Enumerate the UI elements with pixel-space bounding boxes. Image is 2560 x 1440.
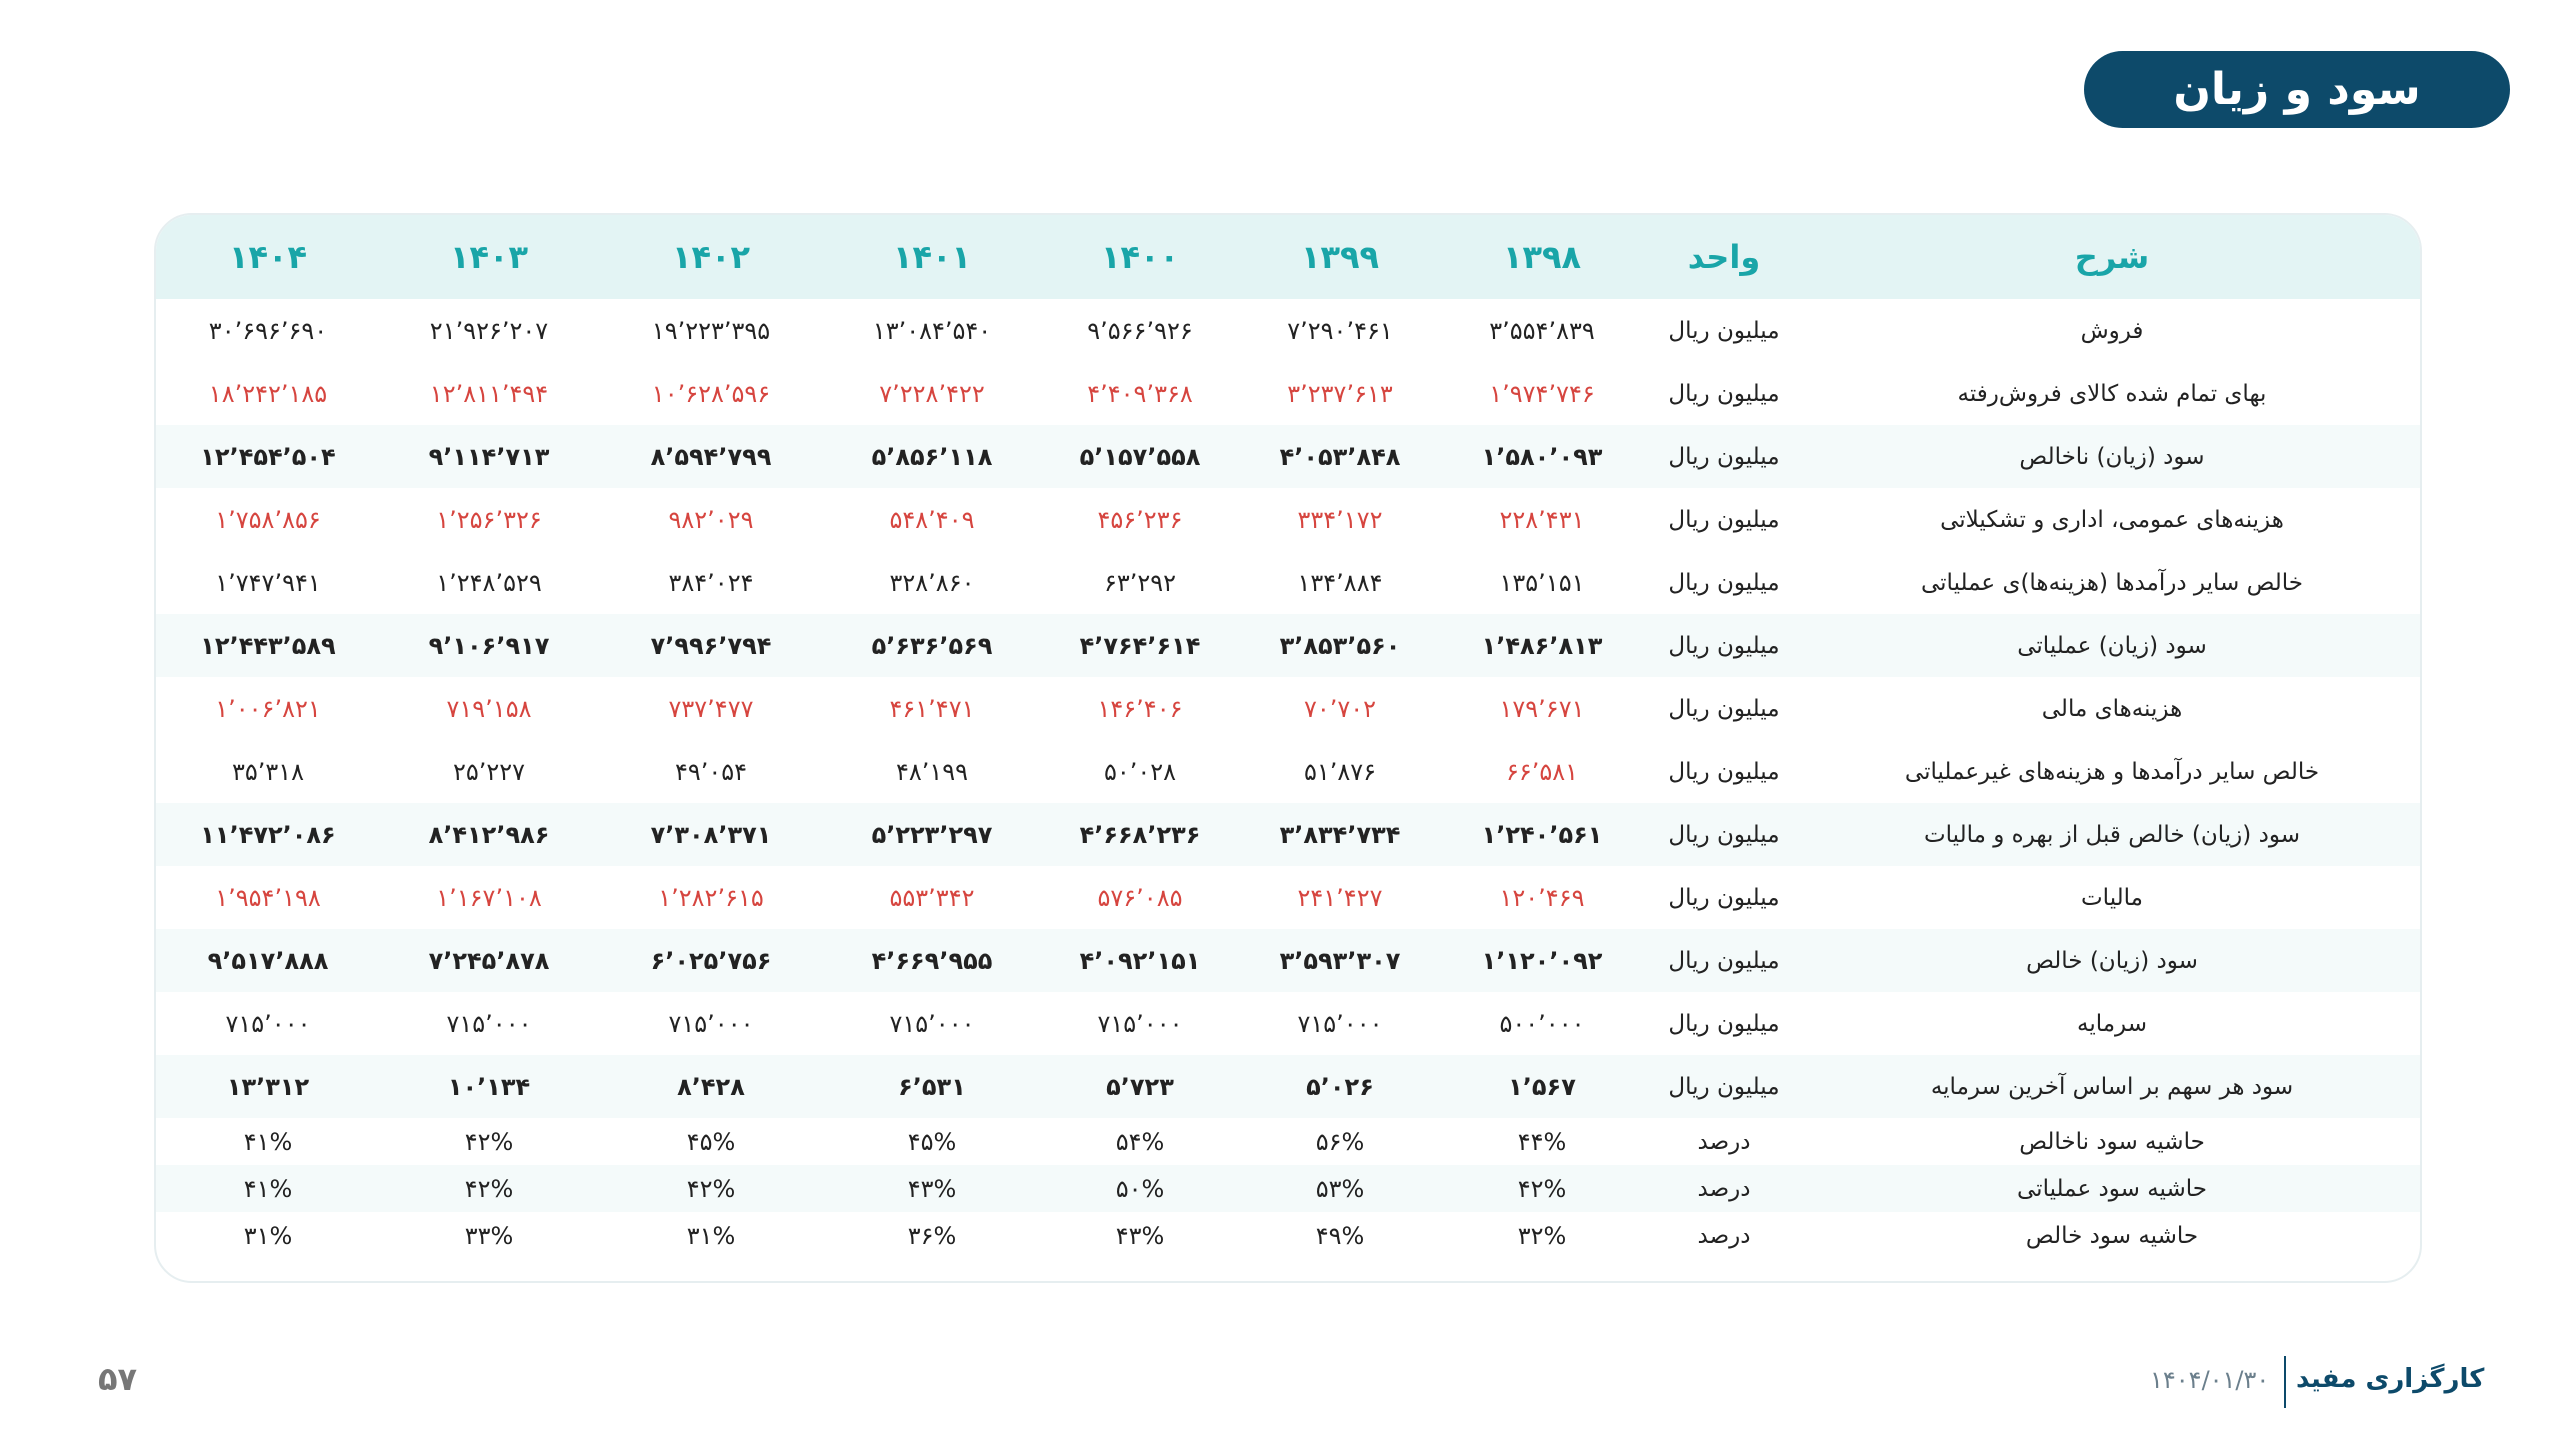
cell-value: ۱۷۹٬۶۷۱ xyxy=(1499,694,1585,723)
cell-value: ۳۱% xyxy=(243,1221,293,1250)
footer-date: ۱۴۰۴/۰۱/۳۰ xyxy=(2150,1366,2270,1394)
cell-value: ۳۲% xyxy=(1517,1221,1567,1250)
cell-value: ۴٬۰۵۳٬۸۴۸ xyxy=(1279,442,1401,471)
cell-value: ۵٬۸۵۶٬۱۱۸ xyxy=(871,442,993,471)
cell-value: ۴۳% xyxy=(1115,1221,1165,1250)
cell-unit: میلیون ریال xyxy=(1668,506,1780,533)
cell-description: حاشیه سود عملیاتی xyxy=(2017,1175,2207,1202)
cell-value: ۱۲٬۸۱۱٬۴۹۴ xyxy=(429,379,549,408)
cell-value: ۳٬۵۹۳٬۳۰۷ xyxy=(1279,946,1401,975)
cell-description: سود (زیان) عملیاتی xyxy=(2017,632,2207,659)
cell-value: ۳۱% xyxy=(686,1221,736,1250)
cell-value: ۶٬۰۲۵٬۷۵۶ xyxy=(650,946,772,975)
table-row xyxy=(156,362,2420,425)
cell-value: ۷٬۳۰۸٬۳۷۱ xyxy=(650,820,772,849)
cell-value: ۴٬۷۶۴٬۶۱۴ xyxy=(1079,631,1201,660)
cell-value: ۹٬۱۰۶٬۹۱۷ xyxy=(428,631,550,660)
cell-value: ۴۵% xyxy=(907,1127,957,1156)
table-row xyxy=(156,1118,2420,1165)
table-row xyxy=(156,866,2420,929)
cell-value: ۸٬۵۹۴٬۷۹۹ xyxy=(650,442,772,471)
col-1403: ۱۴۰۳ xyxy=(449,238,529,276)
cell-description: فروش xyxy=(2080,317,2144,344)
cell-value: ۵۰% xyxy=(1115,1174,1165,1203)
cell-value: ۱٬۵۶۷ xyxy=(1508,1072,1576,1101)
cell-unit: درصد xyxy=(1697,1128,1751,1155)
cell-value: ۱٬۴۸۶٬۸۱۳ xyxy=(1481,631,1603,660)
cell-value: ۴۲% xyxy=(464,1174,514,1203)
col-description: شرح xyxy=(2074,238,2150,276)
col-1398: ۱۳۹۸ xyxy=(1502,238,1582,276)
cell-value: ۵۷۶٬۰۸۵ xyxy=(1097,883,1183,912)
page-title: سود و زیان xyxy=(2084,51,2510,128)
cell-description: هزینه‌های عمومی، اداری و تشکیلاتی xyxy=(1940,506,2284,533)
col-1399: ۱۳۹۹ xyxy=(1300,238,1380,276)
cell-value: ۱۲۰٬۴۶۹ xyxy=(1499,883,1585,912)
cell-value: ۷٬۲۲۸٬۴۲۲ xyxy=(879,379,985,408)
cell-value: ۹٬۵۶۶٬۹۲۶ xyxy=(1087,316,1193,345)
cell-value: ۳۲۸٬۸۶۰ xyxy=(889,568,975,597)
cell-unit: میلیون ریال xyxy=(1668,632,1780,659)
cell-unit: میلیون ریال xyxy=(1668,317,1780,344)
cell-value: ۷٬۲۹۰٬۴۶۱ xyxy=(1287,316,1393,345)
cell-value: ۳٬۸۳۴٬۷۳۴ xyxy=(1279,820,1401,849)
cell-value: ۱٬۷۴۷٬۹۴۱ xyxy=(215,568,321,597)
cell-value: ۱۳٬۳۱۲ xyxy=(226,1072,310,1101)
table-row xyxy=(156,488,2420,551)
cell-value: ۴۴% xyxy=(1517,1127,1567,1156)
cell-value: ۹٬۱۱۴٬۷۱۳ xyxy=(428,442,550,471)
cell-value: ۴٬۶۶۹٬۹۵۵ xyxy=(871,946,993,975)
cell-value: ۳۳۴٬۱۷۲ xyxy=(1297,505,1383,534)
cell-value: ۴٬۶۶۸٬۲۳۶ xyxy=(1079,820,1201,849)
cell-value: ۱۲٬۴۴۳٬۵۸۹ xyxy=(200,631,336,660)
table-row xyxy=(156,803,2420,866)
cell-value: ۶٬۵۳۱ xyxy=(898,1072,966,1101)
cell-value: ۱٬۹۷۴٬۷۴۶ xyxy=(1489,379,1595,408)
cell-value: ۳۳% xyxy=(464,1221,514,1250)
cell-value: ۱۸٬۲۴۲٬۱۸۵ xyxy=(208,379,328,408)
cell-value: ۱٬۱۶۷٬۱۰۸ xyxy=(436,883,542,912)
cell-unit: میلیون ریال xyxy=(1668,821,1780,848)
cell-value: ۱۳۴٬۸۸۴ xyxy=(1297,568,1383,597)
cell-value: ۵٬۲۲۳٬۲۹۷ xyxy=(871,820,993,849)
cell-description: خالص سایر درآمدها (هزینه‌ها)ی عملیاتی xyxy=(1920,569,2304,596)
cell-value: ۱٬۲۸۲٬۶۱۵ xyxy=(658,883,764,912)
cell-value: ۴٬۰۹۲٬۱۵۱ xyxy=(1079,946,1201,975)
cell-unit: میلیون ریال xyxy=(1668,884,1780,911)
table-row xyxy=(156,1212,2420,1259)
cell-value: ۱٬۹۵۴٬۱۹۸ xyxy=(215,883,321,912)
cell-value: ۲۱٬۹۲۶٬۲۰۷ xyxy=(429,316,549,345)
cell-value: ۱٬۵۸۰٬۰۹۳ xyxy=(1481,442,1603,471)
cell-value: ۳٬۵۵۴٬۸۳۹ xyxy=(1489,316,1595,345)
cell-value: ۱۱٬۴۷۲٬۰۸۶ xyxy=(200,820,336,849)
cell-value: ۷۱۵٬۰۰۰ xyxy=(446,1009,532,1038)
cell-value: ۲۴۱٬۴۲۷ xyxy=(1297,883,1383,912)
cell-value: ۱٬۰۰۶٬۸۲۱ xyxy=(215,694,321,723)
page-number: ۵۷ xyxy=(98,1360,138,1398)
cell-value: ۷۳۷٬۴۷۷ xyxy=(668,694,754,723)
cell-value: ۷۰٬۷۰۲ xyxy=(1303,694,1377,723)
cell-description: سود (زیان) خالص قبل از بهره و مالیات xyxy=(1924,821,2300,848)
cell-description: خالص سایر درآمدها و هزینه‌های غیرعملیاتی xyxy=(1904,758,2320,785)
cell-value: ۱۴۶٬۴۰۶ xyxy=(1097,694,1183,723)
cell-value: ۷٬۲۴۵٬۸۷۸ xyxy=(428,946,550,975)
table-row xyxy=(156,425,2420,488)
cell-description: حاشیه سود ناخالص xyxy=(2019,1128,2205,1155)
table-row xyxy=(156,299,2420,362)
cell-value: ۵۳% xyxy=(1315,1174,1365,1203)
cell-value: ۱۳۵٬۱۵۱ xyxy=(1499,568,1585,597)
cell-value: ۳۸۴٬۰۲۴ xyxy=(668,568,754,597)
cell-value: ۷۱۵٬۰۰۰ xyxy=(1297,1009,1383,1038)
cell-value: ۷۱۵٬۰۰۰ xyxy=(668,1009,754,1038)
cell-value: ۱۲٬۴۵۴٬۵۰۴ xyxy=(200,442,336,471)
cell-value: ۴٬۴۰۹٬۳۶۸ xyxy=(1087,379,1193,408)
cell-value: ۴۵۶٬۲۳۶ xyxy=(1097,505,1183,534)
cell-value: ۷۱۹٬۱۵۸ xyxy=(446,694,532,723)
cell-unit: میلیون ریال xyxy=(1668,947,1780,974)
table-row xyxy=(156,1055,2420,1118)
cell-value: ۳۵٬۳۱۸ xyxy=(231,757,305,786)
table-row xyxy=(156,677,2420,740)
cell-value: ۱٬۷۵۸٬۸۵۶ xyxy=(215,505,321,534)
cell-value: ۴۳% xyxy=(907,1174,957,1203)
cell-value: ۱٬۲۵۶٬۳۲۶ xyxy=(436,505,542,534)
cell-value: ۵۰۰٬۰۰۰ xyxy=(1499,1009,1585,1038)
cell-value: ۳۰٬۶۹۶٬۶۹۰ xyxy=(208,316,328,345)
cell-value: ۵۴۸٬۴۰۹ xyxy=(889,505,975,534)
cell-value: ۳٬۸۵۳٬۵۶۰ xyxy=(1279,631,1401,660)
cell-unit: میلیون ریال xyxy=(1668,443,1780,470)
table-row xyxy=(156,740,2420,803)
income-statement-table xyxy=(154,213,2422,1283)
cell-value: ۲۵٬۲۲۷ xyxy=(452,757,526,786)
cell-value: ۵۶% xyxy=(1315,1127,1365,1156)
cell-unit: درصد xyxy=(1697,1175,1751,1202)
cell-value: ۴۲% xyxy=(1517,1174,1567,1203)
table-row xyxy=(156,992,2420,1055)
cell-value: ۴۱% xyxy=(243,1174,293,1203)
cell-value: ۷۱۵٬۰۰۰ xyxy=(225,1009,311,1038)
cell-value: ۷۱۵٬۰۰۰ xyxy=(889,1009,975,1038)
cell-value: ۷۱۵٬۰۰۰ xyxy=(1097,1009,1183,1038)
col-unit: واحد xyxy=(1687,238,1761,276)
cell-value: ۴۱% xyxy=(243,1127,293,1156)
cell-description: سود هر سهم بر اساس آخرین سرمایه xyxy=(1930,1073,2294,1100)
cell-value: ۱۹٬۲۲۳٬۳۹۵ xyxy=(651,316,771,345)
cell-value: ۱۳٬۰۸۴٬۵۴۰ xyxy=(872,316,992,345)
cell-value: ۵۰٬۰۲۸ xyxy=(1103,757,1177,786)
cell-unit: میلیون ریال xyxy=(1668,380,1780,407)
cell-value: ۱۰٬۱۳۴ xyxy=(447,1072,531,1101)
cell-value: ۴۹% xyxy=(1315,1221,1365,1250)
cell-description: سود (زیان) خالص xyxy=(2026,947,2198,974)
cell-value: ۵۴% xyxy=(1115,1127,1165,1156)
cell-description: مالیات xyxy=(2081,884,2143,911)
cell-value: ۴۲% xyxy=(686,1174,736,1203)
cell-description: بهای تمام شده کالای فروش‌رفته xyxy=(1957,380,2267,407)
cell-value: ۶۳٬۲۹۲ xyxy=(1103,568,1177,597)
cell-unit: میلیون ریال xyxy=(1668,1010,1780,1037)
table-row xyxy=(156,614,2420,677)
table-row xyxy=(156,929,2420,992)
cell-value: ۴۵% xyxy=(686,1127,736,1156)
cell-description: سرمایه xyxy=(2076,1010,2148,1037)
footer-divider xyxy=(2284,1356,2286,1408)
col-1404: ۱۴۰۴ xyxy=(228,238,308,276)
cell-value: ۵٬۰۲۶ xyxy=(1306,1072,1374,1101)
cell-value: ۶۶٬۵۸۱ xyxy=(1505,757,1579,786)
cell-value: ۱۰٬۶۲۸٬۵۹۶ xyxy=(651,379,771,408)
cell-unit: میلیون ریال xyxy=(1668,758,1780,785)
table-row xyxy=(156,551,2420,614)
cell-value: ۵۱٬۸۷۶ xyxy=(1303,757,1377,786)
cell-unit: میلیون ریال xyxy=(1668,1073,1780,1100)
col-1402: ۱۴۰۲ xyxy=(671,238,751,276)
cell-description: سود (زیان) ناخالص xyxy=(2019,443,2205,470)
footer-brand: کارگزاری مفید xyxy=(2296,1364,2485,1394)
cell-unit: میلیون ریال xyxy=(1668,695,1780,722)
cell-unit: میلیون ریال xyxy=(1668,569,1780,596)
cell-description: هزینه‌های مالی xyxy=(2041,695,2183,722)
cell-value: ۹۸۲٬۰۲۹ xyxy=(668,505,754,534)
cell-value: ۸٬۴۱۲٬۹۸۶ xyxy=(428,820,550,849)
cell-value: ۴۸٬۱۹۹ xyxy=(895,757,969,786)
cell-value: ۵٬۷۲۳ xyxy=(1106,1072,1174,1101)
table-row xyxy=(156,1165,2420,1212)
cell-value: ۱٬۱۲۰٬۰۹۲ xyxy=(1481,946,1603,975)
cell-value: ۴۶۱٬۴۷۱ xyxy=(889,694,975,723)
cell-value: ۳٬۲۳۷٬۶۱۳ xyxy=(1287,379,1393,408)
cell-value: ۴۲% xyxy=(464,1127,514,1156)
cell-value: ۵٬۶۳۶٬۵۶۹ xyxy=(871,631,993,660)
table-header-row xyxy=(156,215,2420,299)
cell-value: ۲۲۸٬۴۳۱ xyxy=(1499,505,1585,534)
cell-value: ۱٬۲۴۰٬۵۶۱ xyxy=(1481,820,1603,849)
col-1401: ۱۴۰۱ xyxy=(892,238,972,276)
col-1400: ۱۴۰۰ xyxy=(1100,238,1180,276)
cell-value: ۷٬۹۹۶٬۷۹۴ xyxy=(650,631,772,660)
cell-value: ۳۶% xyxy=(907,1221,957,1250)
cell-value: ۹٬۵۱۷٬۸۸۸ xyxy=(207,946,329,975)
cell-value: ۸٬۴۲۸ xyxy=(677,1072,745,1101)
cell-value: ۱٬۲۴۸٬۵۲۹ xyxy=(436,568,542,597)
cell-value: ۵٬۱۵۷٬۵۵۸ xyxy=(1079,442,1201,471)
cell-description: حاشیه سود خالص xyxy=(2025,1222,2199,1249)
cell-value: ۵۵۳٬۳۴۲ xyxy=(889,883,975,912)
cell-unit: درصد xyxy=(1697,1222,1751,1249)
cell-value: ۴۹٬۰۵۴ xyxy=(674,757,748,786)
